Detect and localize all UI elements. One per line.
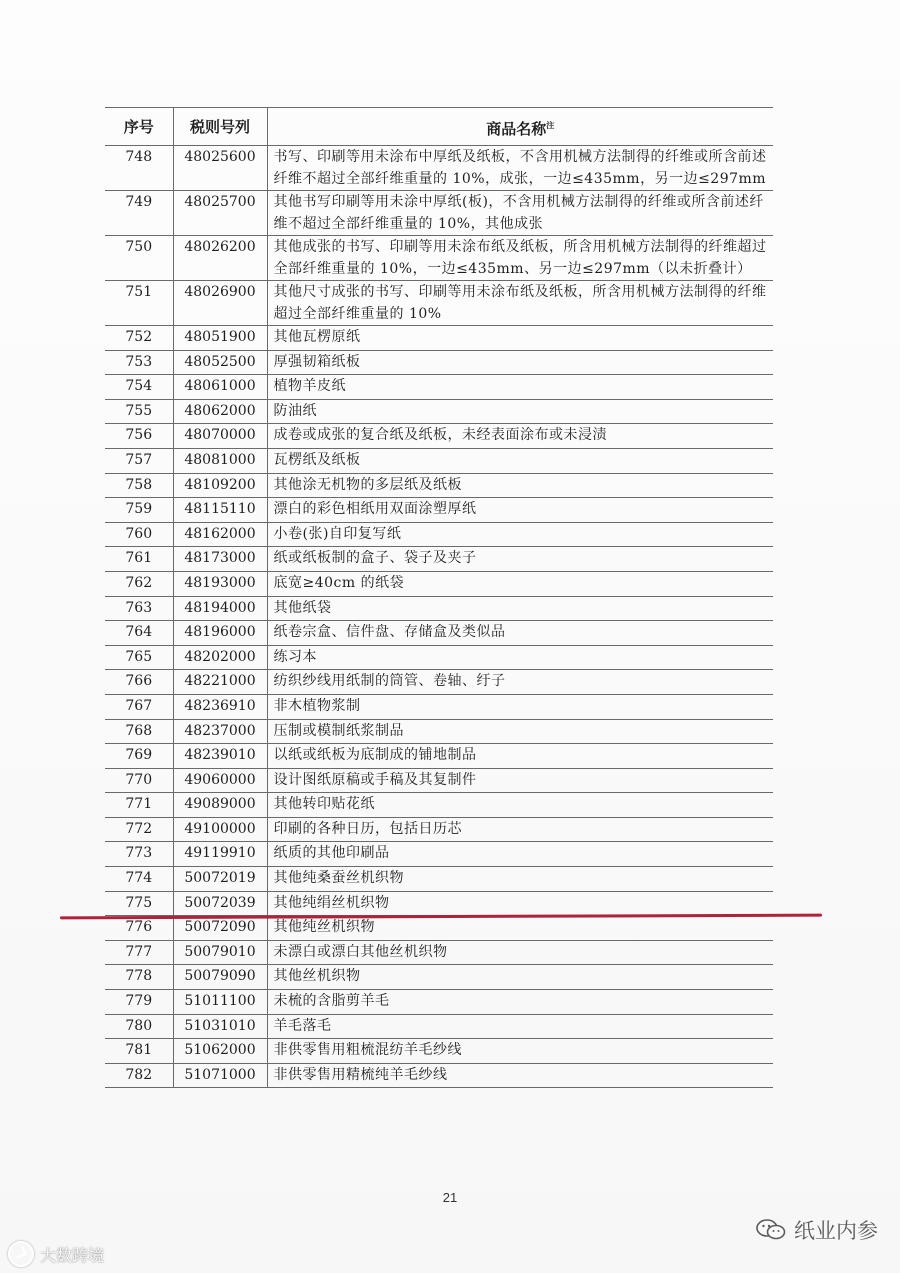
row-name: 其他丝机织物 xyxy=(267,965,773,990)
row-code: 48062000 xyxy=(173,399,267,424)
row-seq: 755 xyxy=(105,399,173,424)
row-code: 51031010 xyxy=(173,1014,267,1039)
row-name: 其他涂无机物的多层纸及纸板 xyxy=(267,473,773,498)
row-seq: 769 xyxy=(105,744,173,769)
header-code: 税则号列 xyxy=(173,108,267,146)
row-seq: 772 xyxy=(105,817,173,842)
table-row xyxy=(105,146,773,191)
row-code: 49100000 xyxy=(173,817,267,842)
row-code: 50072039 xyxy=(173,891,267,916)
row-code: 48194000 xyxy=(173,596,267,621)
header-seq: 序号 xyxy=(105,108,173,146)
row-code: 51011100 xyxy=(173,990,267,1015)
wechat-chat-icon xyxy=(756,1218,786,1242)
row-name: 设计图纸原稿或手稿及其复制件 xyxy=(267,768,773,793)
row-code: 50072019 xyxy=(173,867,267,892)
row-name: 其他书写印刷等用未涂中厚纸(板)，不含用机械方法制得的纤维或所含前述纤维不超过全部纤维重量的 10%，其他成张 xyxy=(267,191,773,236)
weibo-logo-icon xyxy=(8,1241,34,1267)
table-row xyxy=(105,571,773,596)
row-name: 纺织纱线用纸制的筒管、卷轴、纡子 xyxy=(267,670,773,695)
row-seq: 781 xyxy=(105,1039,173,1064)
table-row xyxy=(105,596,773,621)
row-seq: 752 xyxy=(105,326,173,351)
row-seq: 761 xyxy=(105,547,173,572)
row-name: 纸质的其他印刷品 xyxy=(267,842,773,867)
row-code: 48202000 xyxy=(173,645,267,670)
row-code: 48070000 xyxy=(173,424,267,449)
header-note-mark: 注 xyxy=(546,119,555,130)
row-name: 植物羊皮纸 xyxy=(267,375,773,400)
row-seq: 777 xyxy=(105,940,173,965)
row-name: 其他纯丝机织物 xyxy=(267,916,773,941)
table-row xyxy=(105,399,773,424)
watermark-right-text: 纸业内参 xyxy=(794,1219,878,1243)
table-row xyxy=(105,1039,773,1064)
tariff-table xyxy=(105,107,773,1088)
row-name: 其他纸袋 xyxy=(267,596,773,621)
table-row xyxy=(105,793,773,818)
watermark-right xyxy=(756,1215,878,1245)
row-name: 纸卷宗盒、信件盘、存储盒及类似品 xyxy=(267,621,773,646)
row-seq: 764 xyxy=(105,621,173,646)
row-seq: 779 xyxy=(105,990,173,1015)
row-seq: 758 xyxy=(105,473,173,498)
row-name: 防油纸 xyxy=(267,399,773,424)
row-code: 49089000 xyxy=(173,793,267,818)
row-seq: 775 xyxy=(105,891,173,916)
row-name: 未漂白或漂白其他丝机织物 xyxy=(267,940,773,965)
row-code: 48081000 xyxy=(173,448,267,473)
table-header-row xyxy=(105,108,773,146)
table-row xyxy=(105,1063,773,1088)
row-code: 48051900 xyxy=(173,326,267,351)
row-code: 48115110 xyxy=(173,498,267,523)
page-number: 21 xyxy=(442,1190,458,1205)
row-seq: 753 xyxy=(105,350,173,375)
row-seq: 782 xyxy=(105,1063,173,1088)
row-name: 书写、印刷等用未涂布中厚纸及纸板，不含用机械方法制得的纤维或所含前述纤维不超过全部纤维重量的 10%，成张，一边≤435mm，另一边≤297mm xyxy=(267,146,773,191)
table-row xyxy=(105,326,773,351)
row-code: 48173000 xyxy=(173,547,267,572)
row-name: 其他纯桑蚕丝机织物 xyxy=(267,867,773,892)
row-name: 瓦楞纸及纸板 xyxy=(267,448,773,473)
row-seq: 760 xyxy=(105,522,173,547)
row-seq: 756 xyxy=(105,424,173,449)
table-row xyxy=(105,694,773,719)
row-code: 50079090 xyxy=(173,965,267,990)
table-row xyxy=(105,1014,773,1039)
row-code: 50072090 xyxy=(173,916,267,941)
table-row xyxy=(105,350,773,375)
table-row xyxy=(105,281,773,326)
table-row xyxy=(105,744,773,769)
header-name xyxy=(267,108,773,146)
row-seq: 770 xyxy=(105,768,173,793)
row-seq: 771 xyxy=(105,793,173,818)
row-seq: 776 xyxy=(105,916,173,941)
table-row xyxy=(105,916,773,941)
row-code: 51071000 xyxy=(173,1063,267,1088)
row-seq: 759 xyxy=(105,498,173,523)
row-name: 非供零售用精梳纯羊毛纱线 xyxy=(267,1063,773,1088)
table-row xyxy=(105,191,773,236)
row-name: 其他尺寸成张的书写、印刷等用未涂布纸及纸板，所含用机械方法制得的纤维超过全部纤维重量的 10% xyxy=(267,281,773,326)
row-code: 48239010 xyxy=(173,744,267,769)
watermark-left xyxy=(8,1241,104,1267)
table-row xyxy=(105,375,773,400)
table-row xyxy=(105,719,773,744)
row-name: 其他成张的书写、印刷等用未涂布纸及纸板，所含用机械方法制得的纤维超过全部纤维重量的 10%，一边≤435mm、另一边≤297mm（以未折叠计） xyxy=(267,236,773,281)
row-name: 羊毛落毛 xyxy=(267,1014,773,1039)
table-row xyxy=(105,236,773,281)
header-name-label: 商品名称 xyxy=(486,119,547,138)
row-seq: 748 xyxy=(105,146,173,191)
row-name: 以纸或纸板为底制成的铺地制品 xyxy=(267,744,773,769)
row-name: 纸或纸板制的盒子、袋子及夹子 xyxy=(267,547,773,572)
row-seq: 780 xyxy=(105,1014,173,1039)
table-row xyxy=(105,768,773,793)
row-name: 其他纯绢丝机织物 xyxy=(267,891,773,916)
row-code: 49119910 xyxy=(173,842,267,867)
row-code: 48221000 xyxy=(173,670,267,695)
row-name: 未梳的含脂剪羊毛 xyxy=(267,990,773,1015)
row-name: 非供零售用粗梳混纺羊毛纱线 xyxy=(267,1039,773,1064)
row-code: 50079010 xyxy=(173,940,267,965)
row-name: 其他瓦楞原纸 xyxy=(267,326,773,351)
row-name: 底宽≥40cm 的纸袋 xyxy=(267,571,773,596)
row-code: 48109200 xyxy=(173,473,267,498)
table-row xyxy=(105,965,773,990)
row-code: 48026900 xyxy=(173,281,267,326)
row-code: 48237000 xyxy=(173,719,267,744)
row-seq: 763 xyxy=(105,596,173,621)
table-row xyxy=(105,842,773,867)
table-row xyxy=(105,867,773,892)
row-seq: 773 xyxy=(105,842,173,867)
row-name: 练习本 xyxy=(267,645,773,670)
row-code: 48236910 xyxy=(173,694,267,719)
table-row xyxy=(105,522,773,547)
table-row xyxy=(105,424,773,449)
row-name: 小卷(张)自印复写纸 xyxy=(267,522,773,547)
table-row xyxy=(105,498,773,523)
row-code: 48026200 xyxy=(173,236,267,281)
table-row xyxy=(105,473,773,498)
row-name: 压制或模制纸浆制品 xyxy=(267,719,773,744)
row-code: 48052500 xyxy=(173,350,267,375)
row-seq: 774 xyxy=(105,867,173,892)
row-seq: 768 xyxy=(105,719,173,744)
row-code: 49060000 xyxy=(173,768,267,793)
table-row xyxy=(105,645,773,670)
table-row xyxy=(105,621,773,646)
table-row xyxy=(105,817,773,842)
row-name: 非木植物浆制 xyxy=(267,694,773,719)
row-code: 48025700 xyxy=(173,191,267,236)
row-name: 其他转印贴花纸 xyxy=(267,793,773,818)
row-code: 48196000 xyxy=(173,621,267,646)
row-code: 48025600 xyxy=(173,146,267,191)
row-name: 厚强韧箱纸板 xyxy=(267,350,773,375)
table-row xyxy=(105,990,773,1015)
row-seq: 757 xyxy=(105,448,173,473)
table-row xyxy=(105,448,773,473)
row-seq: 778 xyxy=(105,965,173,990)
row-code: 48162000 xyxy=(173,522,267,547)
table-row xyxy=(105,670,773,695)
row-seq: 766 xyxy=(105,670,173,695)
row-seq: 765 xyxy=(105,645,173,670)
row-seq: 751 xyxy=(105,281,173,326)
row-seq: 754 xyxy=(105,375,173,400)
row-name: 漂白的彩色相纸用双面涂塑厚纸 xyxy=(267,498,773,523)
row-seq: 749 xyxy=(105,191,173,236)
row-seq: 762 xyxy=(105,571,173,596)
table-row xyxy=(105,891,773,916)
table-row xyxy=(105,547,773,572)
watermark-left-text: 大数跨境 xyxy=(40,1245,105,1265)
row-seq: 750 xyxy=(105,236,173,281)
row-name: 成卷或成张的复合纸及纸板，未经表面涂布或未浸渍 xyxy=(267,424,773,449)
table-body xyxy=(105,146,773,1088)
row-seq: 767 xyxy=(105,694,173,719)
table-row xyxy=(105,940,773,965)
row-code: 51062000 xyxy=(173,1039,267,1064)
row-name: 印刷的各种日历，包括日历芯 xyxy=(267,817,773,842)
row-code: 48193000 xyxy=(173,571,267,596)
row-code: 48061000 xyxy=(173,375,267,400)
